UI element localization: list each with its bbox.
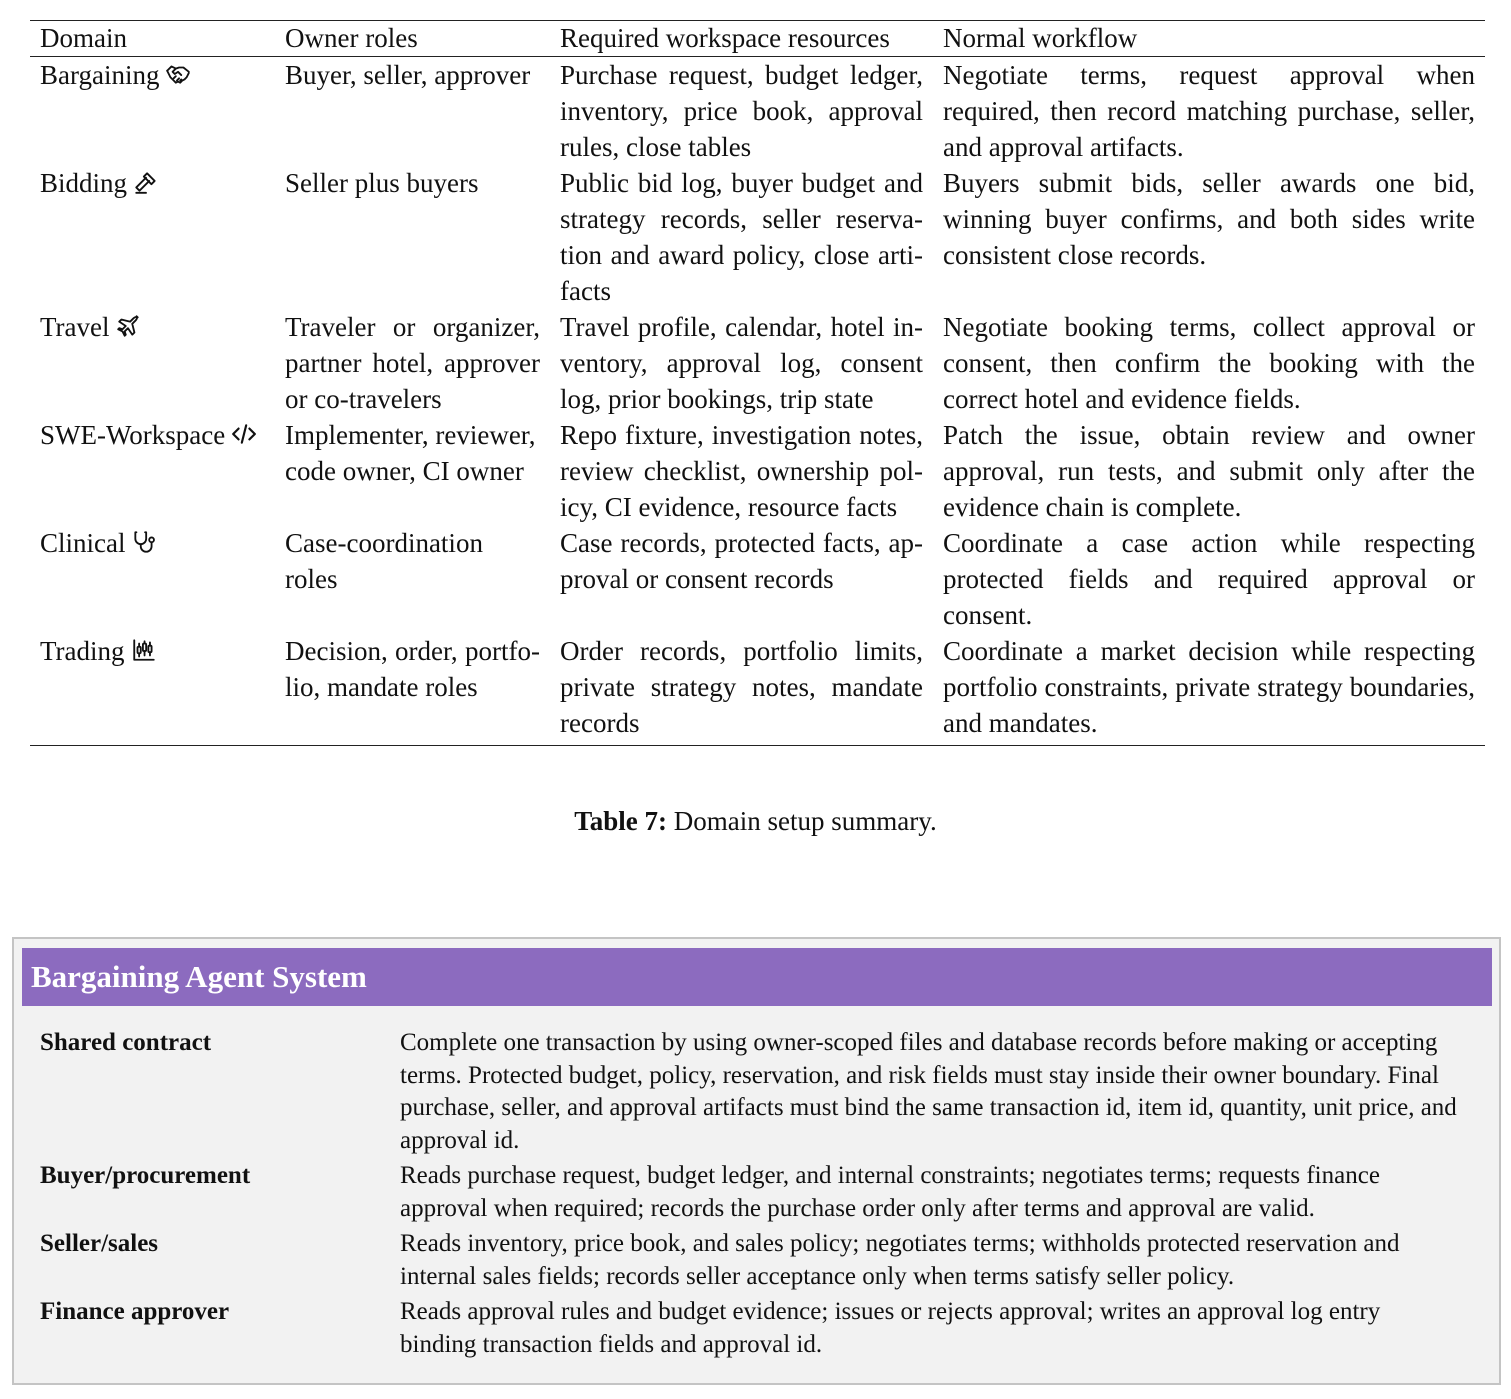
handshake-icon xyxy=(165,61,191,87)
domain-cell xyxy=(30,525,275,633)
agent-role-description: Reads approval rules and budget evidence; issues or rejects approval; writes an approval log entry binding transaction fields and approval id. xyxy=(400,1298,1381,1358)
workflow-cell: Negotiate booking terms, collect approval or consent, then confirm the booking with the correct hotel and evidence fields. xyxy=(943,312,1475,414)
chart-candles-icon xyxy=(131,637,157,663)
owner-roles-cell: Decision, order, portfolio, mandate roles xyxy=(275,633,550,746)
workflow-cell: Negotiate terms, request approval when required, then record matching purchase, seller, and approval artifacts. xyxy=(943,60,1475,162)
plane-icon xyxy=(116,313,142,339)
agent-role-name: Finance approver xyxy=(40,1298,230,1325)
workflow-cell: Buyers submit bids, seller awards one bid, winning buyer confirms, and both sides write consistent close records. xyxy=(943,168,1475,270)
owner-roles-cell: Traveler or organizer, partner hotel, approver or co-travelers xyxy=(285,312,540,414)
header-normal-workflow: Normal workflow xyxy=(933,21,1485,57)
domain-name: Bargaining xyxy=(40,60,160,90)
workflow-cell: Patch the issue, obtain review and owner approval, run tests, and submit only after the evidence chain is complete. xyxy=(943,420,1475,522)
domain-name: Clinical xyxy=(40,528,126,558)
header-required-resources: Required workspace resources xyxy=(550,21,933,57)
owner-roles-cell: Seller plus buyers xyxy=(285,168,479,198)
domain-name: Bidding xyxy=(40,168,128,198)
agent-role-row xyxy=(40,1027,1460,1157)
domain-setup-table xyxy=(30,20,1485,746)
domain-name: Travel xyxy=(40,312,110,342)
table-row xyxy=(30,633,1485,746)
agent-role-row xyxy=(40,1296,1460,1361)
agent-role-list xyxy=(40,1027,1460,1364)
table-row xyxy=(30,165,1485,309)
resources-cell: Purchase request, budget ledger, inventory, price book, approval rules, close tables xyxy=(560,60,923,162)
domain-cell xyxy=(30,309,275,417)
agent-role-description: Reads purchase request, budget ledger, and internal constraints; negotiates terms; requests finance approval when required; records the purchase order only after terms and approval are valid. xyxy=(400,1162,1380,1222)
resources-cell: Travel profile, calendar, hotel inventory, approval log, consent log, prior bookings, trip state xyxy=(560,312,923,414)
agent-system-title: Bargaining Agent System xyxy=(22,948,1492,1006)
domain-setup-table-wrapper xyxy=(30,20,1485,746)
domain-name: SWE-Workspace xyxy=(40,420,226,450)
gavel-icon xyxy=(133,169,159,195)
caption-label: Table 7: xyxy=(574,806,668,836)
workflow-cell: Coordinate a case action while respecting protected fields and required approval or consent. xyxy=(943,528,1475,630)
table-row xyxy=(30,417,1485,525)
resources-cell: Public bid log, buyer budget and strategy records, seller reservation and award policy, close artifacts xyxy=(560,168,923,306)
table-caption xyxy=(0,803,1511,839)
code-icon xyxy=(231,421,257,447)
caption-text: Domain setup summary. xyxy=(673,806,937,836)
domain-cell xyxy=(30,633,275,746)
workflow-cell: Coordinate a market decision while respecting portfolio constraints, private strategy boundaries, and mandates. xyxy=(933,633,1485,746)
table-header-row xyxy=(30,21,1485,57)
table-row xyxy=(30,309,1485,417)
header-owner-roles: Owner roles xyxy=(275,21,550,57)
domain-cell xyxy=(30,417,275,525)
owner-roles-cell: Implementer, reviewer, code owner, CI owner xyxy=(285,420,536,486)
agent-role-row xyxy=(40,1228,1460,1293)
table-row xyxy=(30,57,1485,166)
domain-cell xyxy=(30,165,275,309)
agent-role-description: Reads inventory, price book, and sales policy; negotiates terms; withholds protected reservation and internal sales fields; records seller acceptance only when terms satisfy seller policy. xyxy=(400,1230,1400,1290)
header-domain: Domain xyxy=(30,21,275,57)
owner-roles-cell: Case-coordination roles xyxy=(285,528,483,594)
resources-cell: Case records, protected facts, approval or consent records xyxy=(560,528,923,594)
stethoscope-icon xyxy=(131,529,157,555)
bargaining-agent-system-box xyxy=(12,937,1501,1385)
agent-role-description: Complete one transaction by using owner-scoped files and database records before making or accepting terms. Protected budget, policy, reservation, and risk fields must stay inside their owner boundary. Final purchase, seller, and approval artifacts must bind the same transaction id, item id, quantity, unit price, and approval id. xyxy=(400,1029,1457,1154)
agent-role-name: Seller/sales xyxy=(40,1230,159,1257)
table-row xyxy=(30,525,1485,633)
agent-role-row xyxy=(40,1160,1460,1225)
domain-cell xyxy=(30,57,275,166)
resources-cell: Order records, portfolio limits, private strategy notes, mandate records xyxy=(550,633,933,746)
agent-role-name: Shared contract xyxy=(40,1029,212,1056)
domain-name: Trading xyxy=(40,636,125,666)
agent-role-name: Buyer/procurement xyxy=(40,1162,251,1189)
owner-roles-cell: Buyer, seller, approver xyxy=(285,60,531,90)
resources-cell: Repo fixture, investigation notes, review checklist, ownership policy, CI evidence, resource facts xyxy=(560,420,923,522)
